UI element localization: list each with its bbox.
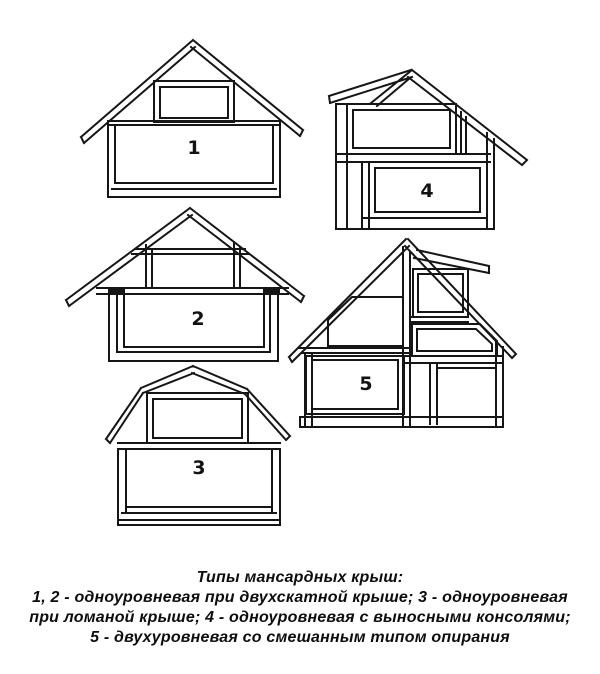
house-3-outline xyxy=(106,366,290,525)
house-3-label: 3 xyxy=(192,457,206,479)
house-1-outline xyxy=(81,40,303,197)
caption-line-3: при ломаной крыше; 4 - одноуровневая с выносными консолями; xyxy=(29,609,571,626)
house-2-section xyxy=(66,208,304,361)
house-1-section xyxy=(81,40,303,197)
house-2-label: 2 xyxy=(191,308,205,330)
house-4-label: 4 xyxy=(420,180,434,202)
house-5-outline xyxy=(289,239,516,427)
caption-title: Типы мансардных крыш: xyxy=(196,569,404,586)
house-4-section xyxy=(329,70,527,229)
house-2-outline xyxy=(66,208,304,361)
caption-line-4: 5 - двухуровневая со смешанным типом опирания xyxy=(90,629,510,646)
house-5-label: 5 xyxy=(359,373,373,395)
figure-caption xyxy=(0,568,600,648)
caption-line-2: 1, 2 - одноуровневая при двухскатной крыше; 3 - одноуровневая xyxy=(32,589,568,606)
house-5-section xyxy=(289,239,516,427)
house-3-section xyxy=(106,366,290,525)
house-1-label: 1 xyxy=(187,137,201,159)
house-4-outline xyxy=(329,70,527,229)
